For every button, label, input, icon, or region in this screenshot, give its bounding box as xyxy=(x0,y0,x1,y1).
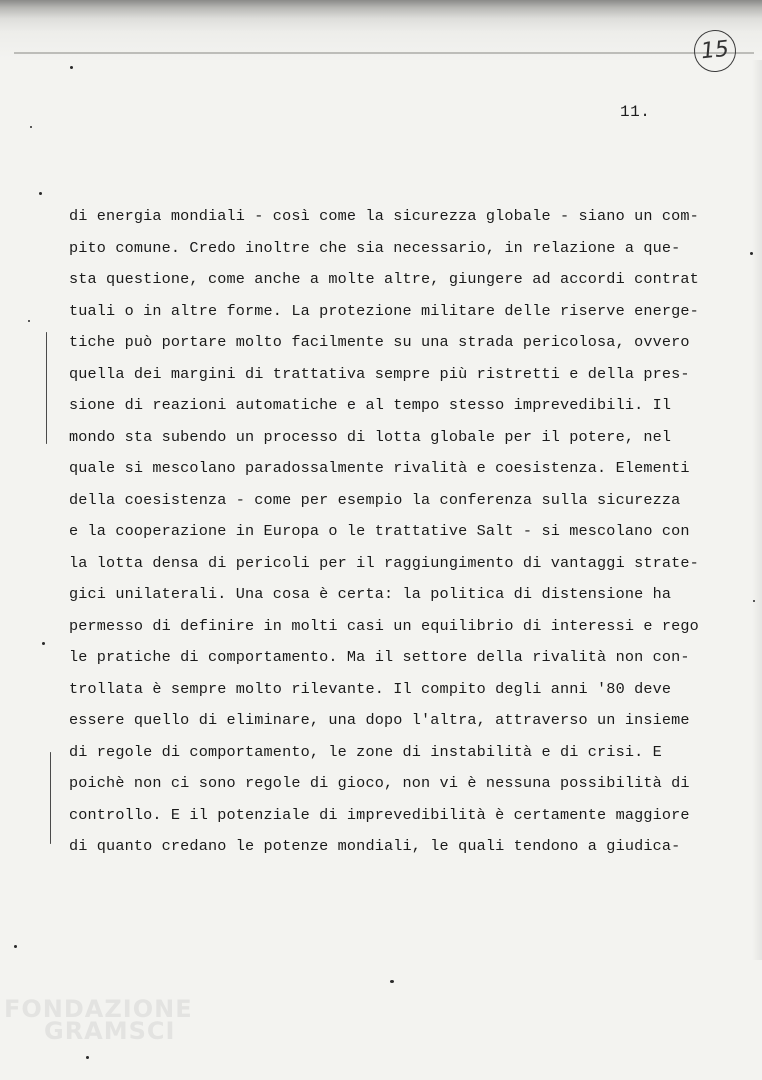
page-number: 11. xyxy=(620,103,651,121)
text-line: tiche può portare molto facilmente su una strada pericolosa, ovvero xyxy=(69,333,690,351)
scan-speck xyxy=(753,600,755,602)
text-line: la lotta densa di pericoli per il raggiungimento di vantaggi strate- xyxy=(69,553,699,572)
text-line: quella dei margini di trattativa sempre più ristretti e della pres- xyxy=(69,364,690,383)
text-line: trollata è sempre molto rilevante. Il compito degli anni '80 deve xyxy=(69,679,672,698)
text-line: mondo sta subendo un processo di lotta globale per il potere, nel xyxy=(69,427,672,446)
text-line: le pratiche di comportamento. Ma il settore della rivalità non con- xyxy=(69,648,690,666)
text-line: essere quello di eliminare, una dopo l'altra, attraverso un insieme xyxy=(69,711,690,729)
text-line: poichè non ci sono regole di gioco, non vi è nessuna possibilità di xyxy=(69,774,690,792)
margin-mark-lower xyxy=(50,752,51,844)
text-line: sione di reazioni automatiche e al tempo stesso imprevedibili. Il xyxy=(69,396,672,414)
document-body xyxy=(69,201,709,863)
text-line: di quanto credano le potenze mondiali, le quali tendono a giudica- xyxy=(69,837,681,855)
scan-speck xyxy=(28,320,30,322)
text-line: sta questione, come anche a molte altre, giungere ad accordi contrat xyxy=(69,270,699,288)
scan-right-edge xyxy=(752,60,762,960)
scan-speck xyxy=(42,642,45,645)
scan-speck xyxy=(30,126,32,128)
scan-speck xyxy=(390,980,394,983)
margin-mark-upper xyxy=(46,332,47,444)
header-rule xyxy=(14,52,754,54)
text-line: pito comune. Credo inoltre che sia necessario, in relazione a que- xyxy=(69,238,681,257)
text-line: e la cooperazione in Europa o le trattative Salt - si mescolano con xyxy=(69,522,690,540)
scan-speck xyxy=(70,66,73,69)
scan-speck xyxy=(39,192,42,195)
text-line: permesso di definire in molti casi un equilibrio di interessi e rego xyxy=(69,616,699,635)
text-line: gici unilaterali. Una cosa è certa: la politica di distensione ha xyxy=(69,585,672,603)
watermark-line: FONDAZIONE xyxy=(4,995,193,1023)
text-line: della coesistenza - come per esempio la conferenza sulla sicurezza xyxy=(69,490,681,509)
scan-speck xyxy=(14,945,17,948)
text-line: di energia mondiali - così come la sicurezza globale - siano un com- xyxy=(69,207,699,225)
scan-speck xyxy=(750,252,753,255)
scan-top-edge xyxy=(0,0,762,58)
scan-speck xyxy=(86,1056,89,1059)
watermark-line: GRAMSCI xyxy=(44,1017,176,1045)
text-line: di regole di comportamento, le zone di instabilità e di crisi. E xyxy=(69,742,662,761)
text-line: controllo. E il potenziale di imprevedibilità è certamente maggiore xyxy=(69,805,690,824)
handwritten-page-stamp: 15 xyxy=(692,28,738,74)
text-line: tuali o in altre forme. La protezione militare delle riserve energe- xyxy=(69,301,699,320)
archive-watermark xyxy=(4,995,264,1045)
text-line: quale si mescolano paradossalmente rivalità e coesistenza. Elementi xyxy=(69,459,690,477)
